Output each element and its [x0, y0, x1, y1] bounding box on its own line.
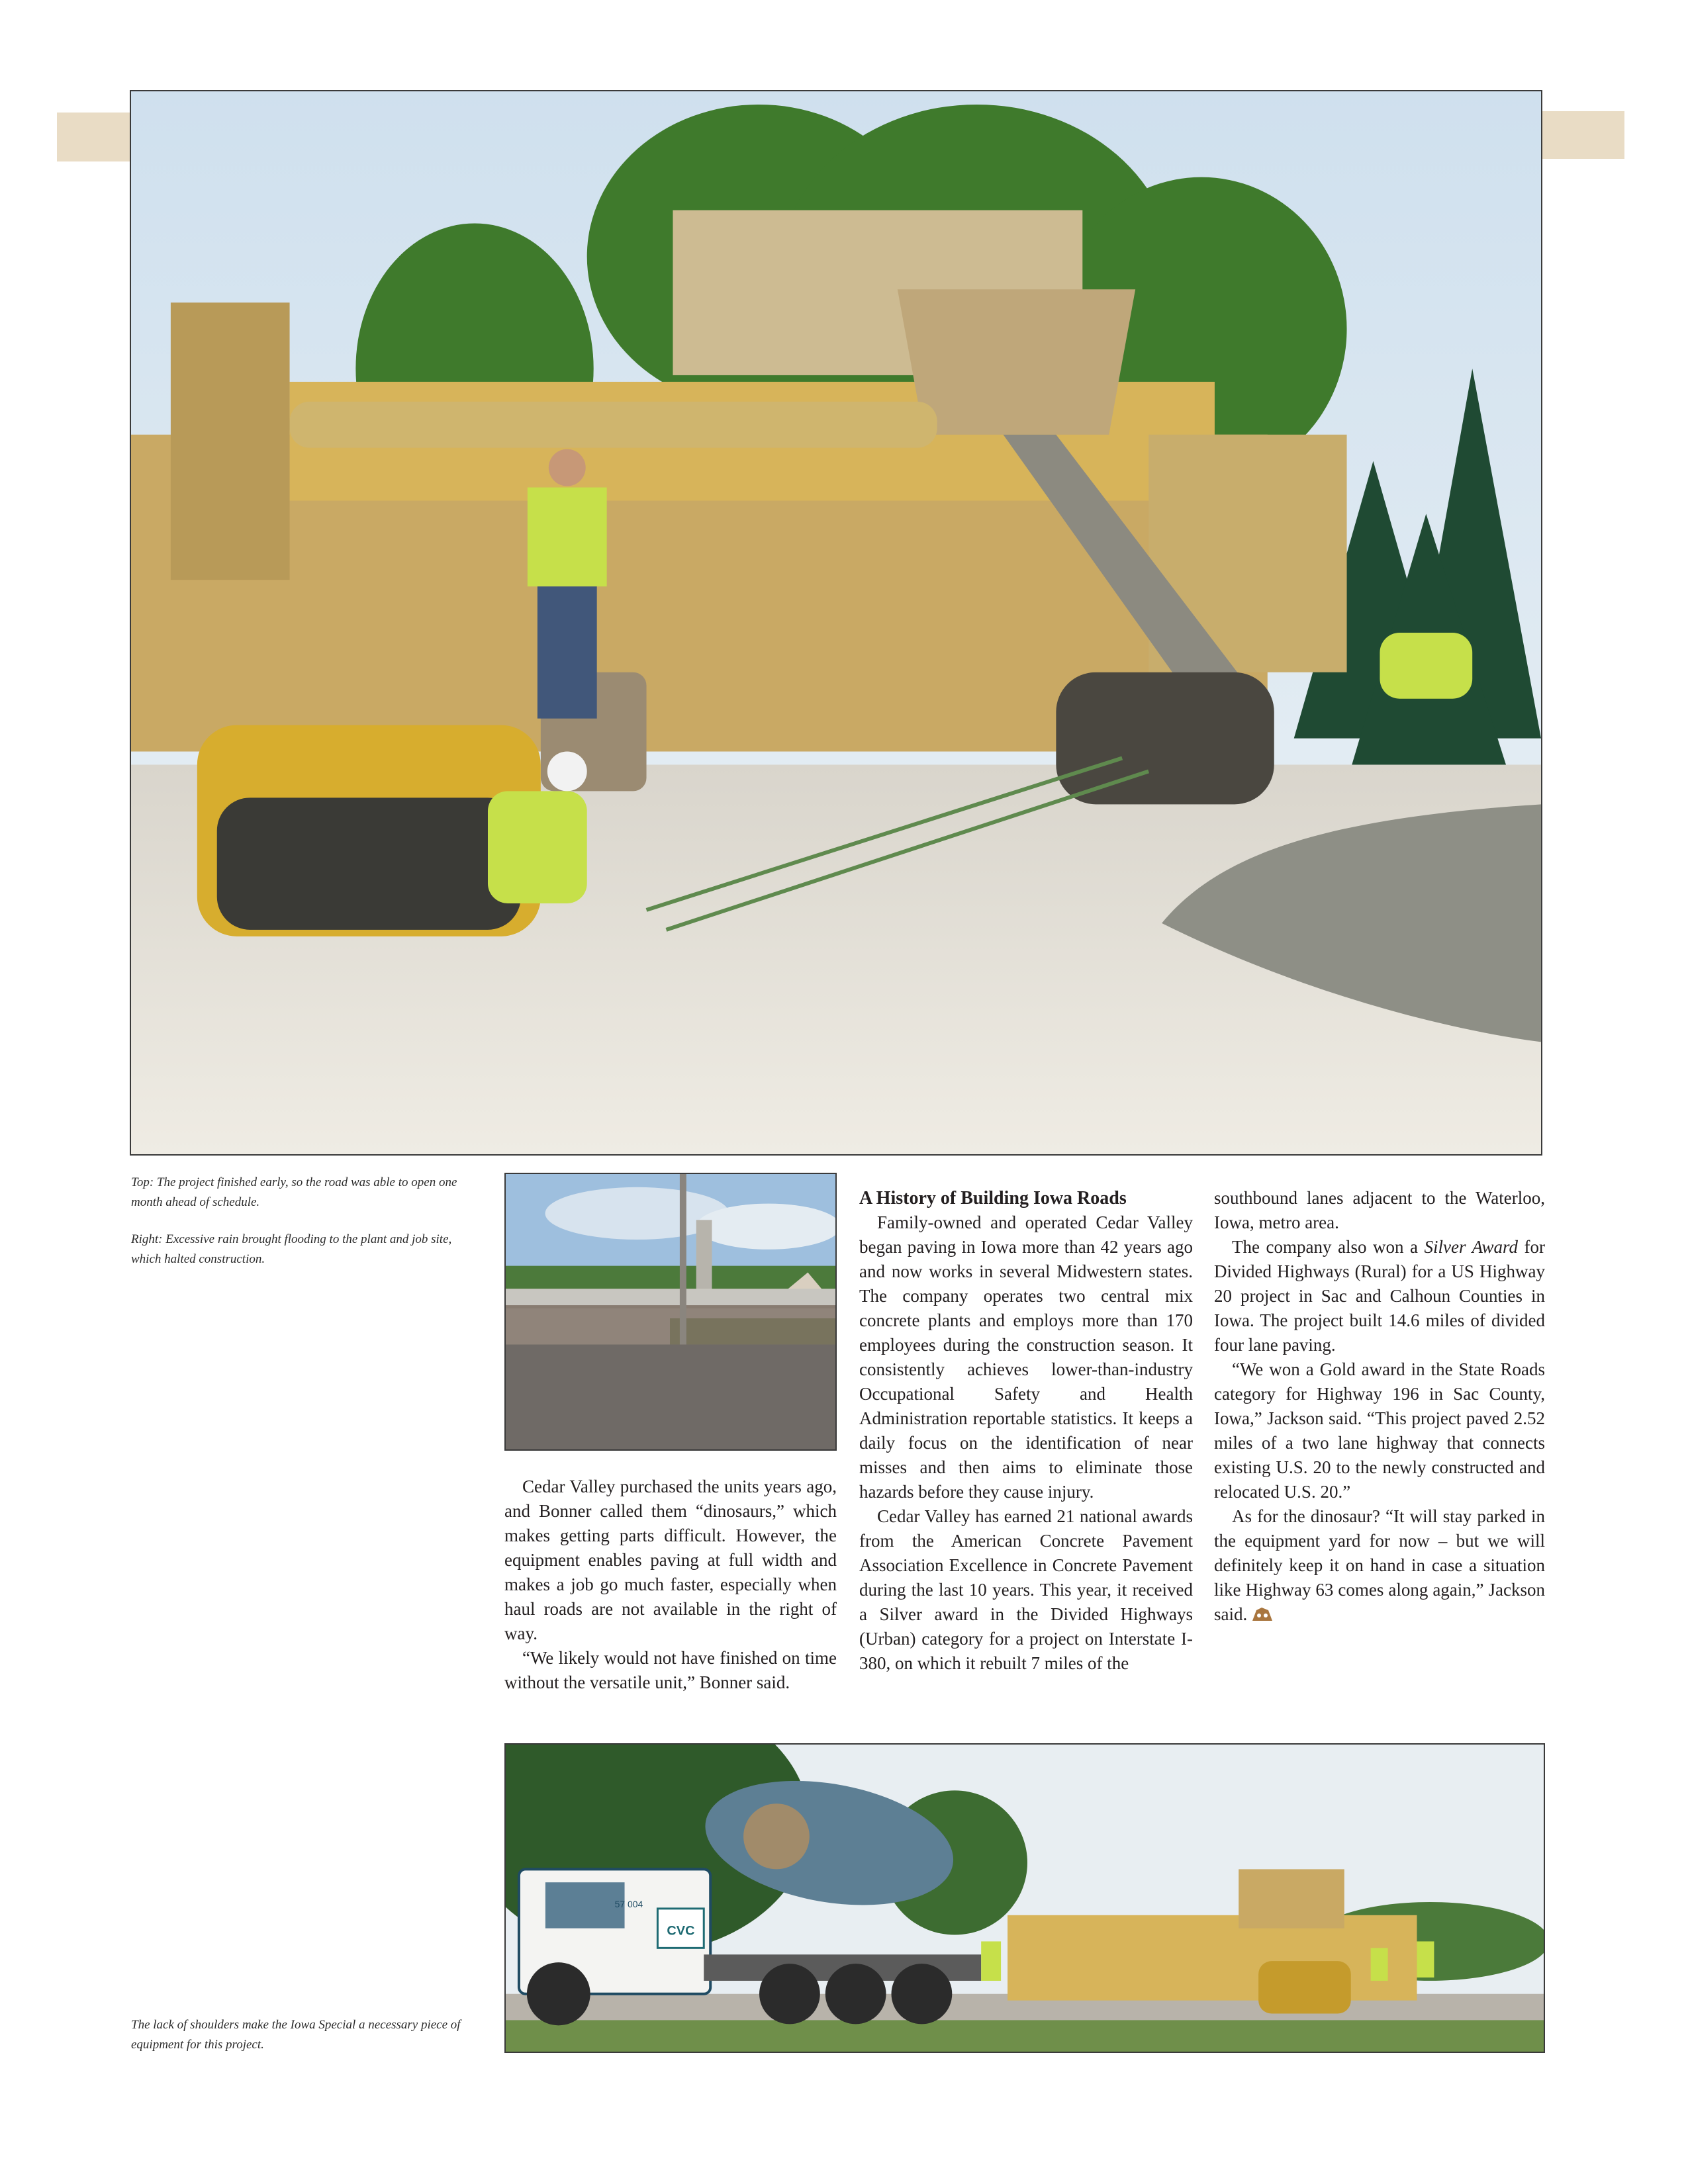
col1-paragraph-1: Cedar Valley purchased the units years ago, and Bonner called them “dinosaurs,” which makes getting parts difficult. However, the equipment enables paving at full width and makes a job go much faster, especially when haul roads are not available in the right of way. [504, 1477, 837, 1643]
photo-captions [131, 1173, 479, 1287]
right-accent-tab [1542, 111, 1624, 159]
col1-paragraph-2: “We likely would not have finished on time without the versatile unit,” Bonner said. [504, 1648, 837, 1692]
col2-paragraph-2: Cedar Valley has earned 21 national awards from the American Concrete Pavement Association Excellence in Concrete Pavement during the last 10 years. This year, it received a Silver award in the Divided Highways (Urban) category for a project on Interstate I-380, on which it rebuilt 7 miles of the [859, 1506, 1193, 1673]
flood-photo [504, 1173, 837, 1451]
col3-paragraph-1: The company also won a Silver Award for Divided Highways (Rural) for a US Highway 20 project in Sac and Calhoun Counties in Iowa. The project built 14.6 miles of divided four lane paving. [1214, 1237, 1546, 1355]
col3-paragraph-0: southbound lanes adjacent to the Waterloo, Iowa, metro area. [1214, 1188, 1545, 1232]
body-column-1 [504, 1475, 837, 1695]
bottom-convoy-photo [504, 1743, 1545, 2053]
caption-bottom: The lack of shoulders make the Iowa Special a necessary piece of equipment for this project. [131, 2018, 461, 2052]
caption-top: Top: The project finished early, so the road was able to open one month ahead of schedule. [131, 1175, 457, 1209]
end-of-article-icon [1251, 1606, 1274, 1622]
truck-door-logo: CVC [667, 1923, 695, 1938]
section-heading: A History of Building Iowa Roads [859, 1188, 1127, 1208]
caption-right: Right: Excessive rain brought flooding to the plant and job site, which halted construction. [131, 1232, 452, 1266]
body-column-2 [859, 1186, 1193, 1676]
top-paving-photo [130, 90, 1542, 1156]
body-column-3 [1214, 1186, 1545, 1627]
silver-award-emphasis: Silver Award [1424, 1237, 1519, 1257]
left-accent-tab [57, 113, 131, 161]
col3-paragraph-2: “We won a Gold award in the State Roads category for Highway 196 in Sac County, Iowa,” Jackson said. “This project paved 2.52 miles of a two lane highway that connects existing U.S. 20 to the newly constructed and relocated U.S. 20.” [1214, 1359, 1545, 1502]
col3-paragraph-3: As for the dinosaur? “It will stay parked in the equipment yard for now – but we will definitely keep it on hand in case a situation like Highway 63 comes along again,” Jackson said. [1214, 1506, 1545, 1624]
truck-number: 57 004 [614, 1898, 643, 1909]
col2-paragraph-1: Family-owned and operated Cedar Valley began paving in Iowa more than 42 years ago and now works in several Midwestern states. The company operates two central mix concrete plants and employs more than 170 employees during the construction season. It consistently achieves lower-than-industry Occupational Safety and Health Administration reportable statistics. It keeps a daily focus on the identification of near misses and then aims to eliminate those hazards before they cause injury. [859, 1212, 1193, 1502]
caption-bottom-block [131, 2015, 486, 2072]
